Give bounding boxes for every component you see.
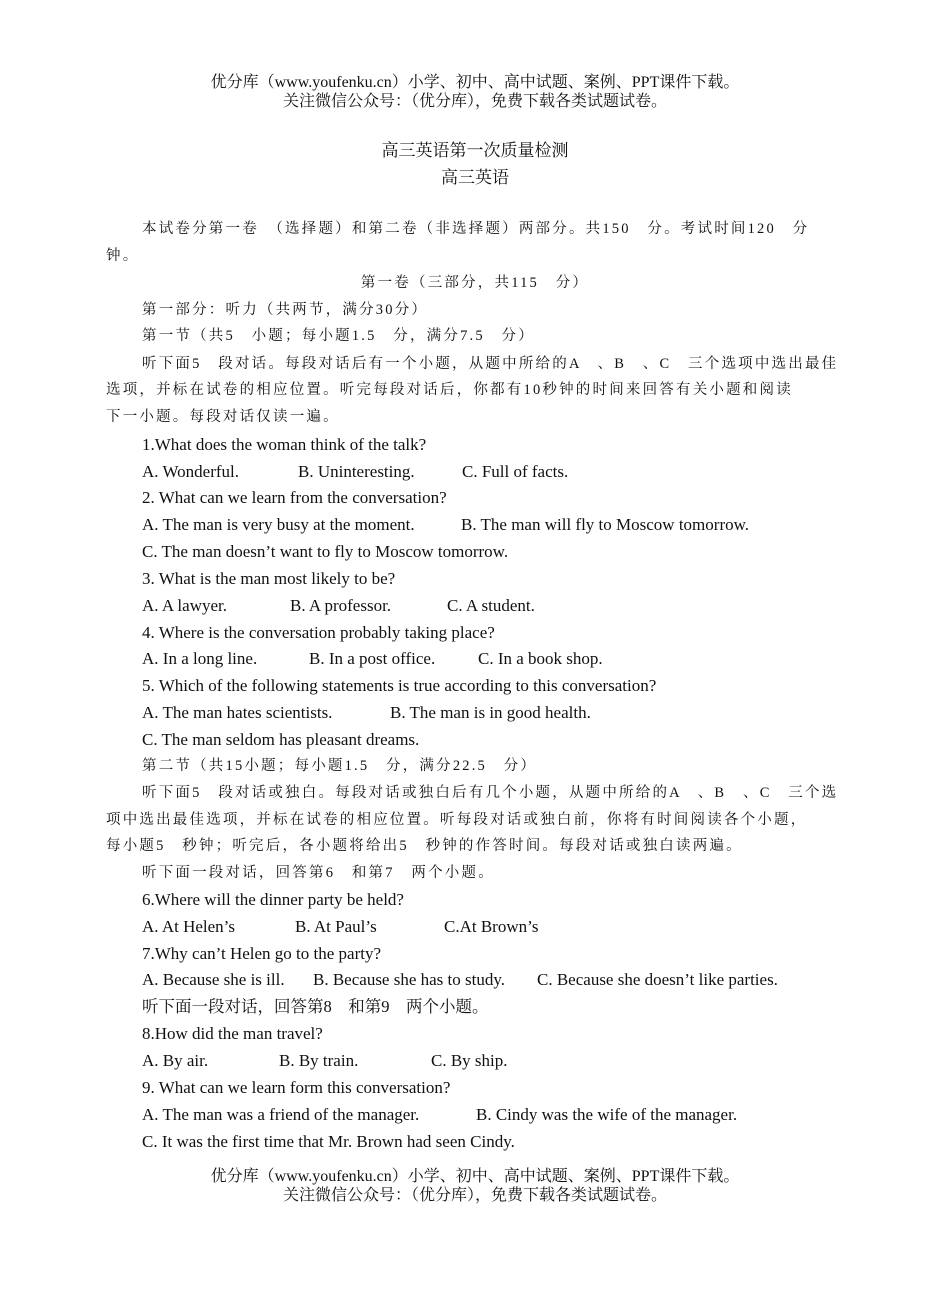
- footer-line-2: 关注微信公众号：（优分库），免费下载各类试题试卷。: [282, 1187, 667, 1204]
- question-6-option-a: A. At Helen’s: [142, 917, 236, 936]
- question-5-option-a: A. The man hates scientists.: [142, 703, 333, 722]
- section-2-sub-heading-2: 听下面一段对话，回答第8 和第9 两个小题。: [142, 997, 489, 1016]
- question-8-option-b: B. By train.: [279, 1051, 359, 1070]
- question-2-option-a: A. The man is very busy at the moment.: [142, 515, 415, 534]
- question-1-option-b: B. Uninteresting.: [298, 462, 415, 481]
- question-9-option-c: C. It was the first time that Mr. Brown had seen Cindy.: [142, 1132, 515, 1151]
- header-line-2: 关注微信公众号：（优分库），免费下载各类试题试卷。: [282, 93, 667, 110]
- intro-line-1: 本试卷分第一卷 （选择题）和第二卷（非选择题）两部分。共150 分。考试时间120 分: [142, 221, 810, 237]
- question-9-stem: 9. What can we learn form this conversation?: [142, 1078, 451, 1097]
- intro-line-2: 钟。: [106, 248, 140, 264]
- question-4-option-c: C. In a book shop.: [478, 649, 603, 668]
- question-8-option-c: C. By ship.: [431, 1051, 508, 1070]
- question-9-option-b: B. Cindy was the wife of the manager.: [476, 1105, 738, 1124]
- question-8-option-a: A. By air.: [142, 1051, 209, 1070]
- question-2-option-b: B. The man will fly to Moscow tomorrow.: [461, 515, 750, 534]
- exam-title: [0, 137, 950, 191]
- section-2-instructions-3: 每小题5 秒钟；听完后，各小题将给出5 秒钟的作答时间。每段对话或独白读两遍。: [106, 838, 743, 854]
- question-7-option-b: B. Because she has to study.: [313, 970, 506, 989]
- question-2-stem: 2. What can we learn from the conversation?: [142, 488, 447, 507]
- question-3-stem: 3. What is the man most likely to be?: [142, 569, 396, 588]
- section-1-heading: 第一节（共5 小题；每小题1.5 分，满分7.5 分）: [142, 328, 535, 344]
- section-2-heading: 第二节（共15小题；每小题1.5 分，满分22.5 分）: [142, 758, 538, 774]
- question-5-option-c: C. The man seldom has pleasant dreams.: [142, 730, 420, 749]
- section-1-instructions-2: 选项，并标在试卷的相应位置。听完每段对话后，你都有10秒钟的时间来回答有关小题和阅读: [106, 382, 793, 398]
- question-4-stem: 4. Where is the conversation probably taking place?: [142, 623, 495, 642]
- question-2-option-c: C. The man doesn’t want to fly to Moscow tomorrow.: [142, 542, 509, 561]
- question-1-stem: 1.What does the woman think of the talk?: [142, 435, 427, 454]
- header-line-1: 优分库（www.youfenku.cn）小学、初中、高中试题、案例、PPT课件下载。: [210, 74, 740, 91]
- question-3-option-b: B. A professor.: [290, 596, 392, 615]
- page-footer: [0, 1167, 950, 1205]
- section-2-sub-heading-1: 听下面一段对话，回答第6 和第7 两个小题。: [142, 865, 495, 881]
- footer-line-1: 优分库（www.youfenku.cn）小学、初中、高中试题、案例、PPT课件下载。: [210, 1168, 740, 1185]
- question-8-stem: 8.How did the man travel?: [142, 1024, 323, 1043]
- question-5-stem: 5. Which of the following statements is true according to this conversation?: [142, 676, 657, 695]
- question-1-option-a: A. Wonderful.: [142, 462, 239, 481]
- page-header: [0, 73, 950, 111]
- question-3-option-a: A. A lawyer.: [142, 596, 227, 615]
- question-6-option-b: B. At Paul’s: [295, 917, 377, 936]
- question-9-option-a: A. The man was a friend of the manager.: [142, 1105, 420, 1124]
- question-6-stem: 6.Where will the dinner party be held?: [142, 890, 404, 909]
- question-4-option-b: B. In a post office.: [309, 649, 436, 668]
- question-7-option-c: C. Because she doesn’t like parties.: [537, 970, 778, 989]
- section-1-instructions-1: 听下面5 段对话。每段对话后有一个小题，从题中所给的A 、B 、C 三个选项中选出最佳: [142, 356, 839, 372]
- question-7-stem: 7.Why can’t Helen go to the party?: [142, 944, 382, 963]
- section-2-instructions-1: 听下面5 段对话或独白。每段对话或独白后有几个小题，从题中所给的A 、B 、C 三个选: [142, 785, 839, 801]
- exam-title-sub: 高三英语: [441, 168, 509, 187]
- part-1-heading: 第一部分：听力（共两节，满分30分）: [142, 302, 429, 318]
- question-6-option-c: C.At Brown’s: [444, 917, 539, 936]
- question-5-option-b: B. The man is in good health.: [390, 703, 591, 722]
- question-1-option-c: C. Full of facts.: [462, 462, 569, 481]
- volume-1-heading: 第一卷（三部分，共115 分）: [360, 275, 590, 291]
- section-2-instructions-2: 项中选出最佳选项，并标在试卷的相应位置。听每段对话或独白前，你将有时间阅读各个小题，: [106, 812, 808, 828]
- question-4-option-a: A. In a long line.: [142, 649, 258, 668]
- question-3-option-c: C. A student.: [447, 596, 535, 615]
- section-1-instructions-3: 下一小题。每段对话仅读一遍。: [106, 409, 340, 425]
- question-7-option-a: A. Because she is ill.: [142, 970, 285, 989]
- exam-title-main: 高三英语第一次质量检测: [381, 141, 569, 160]
